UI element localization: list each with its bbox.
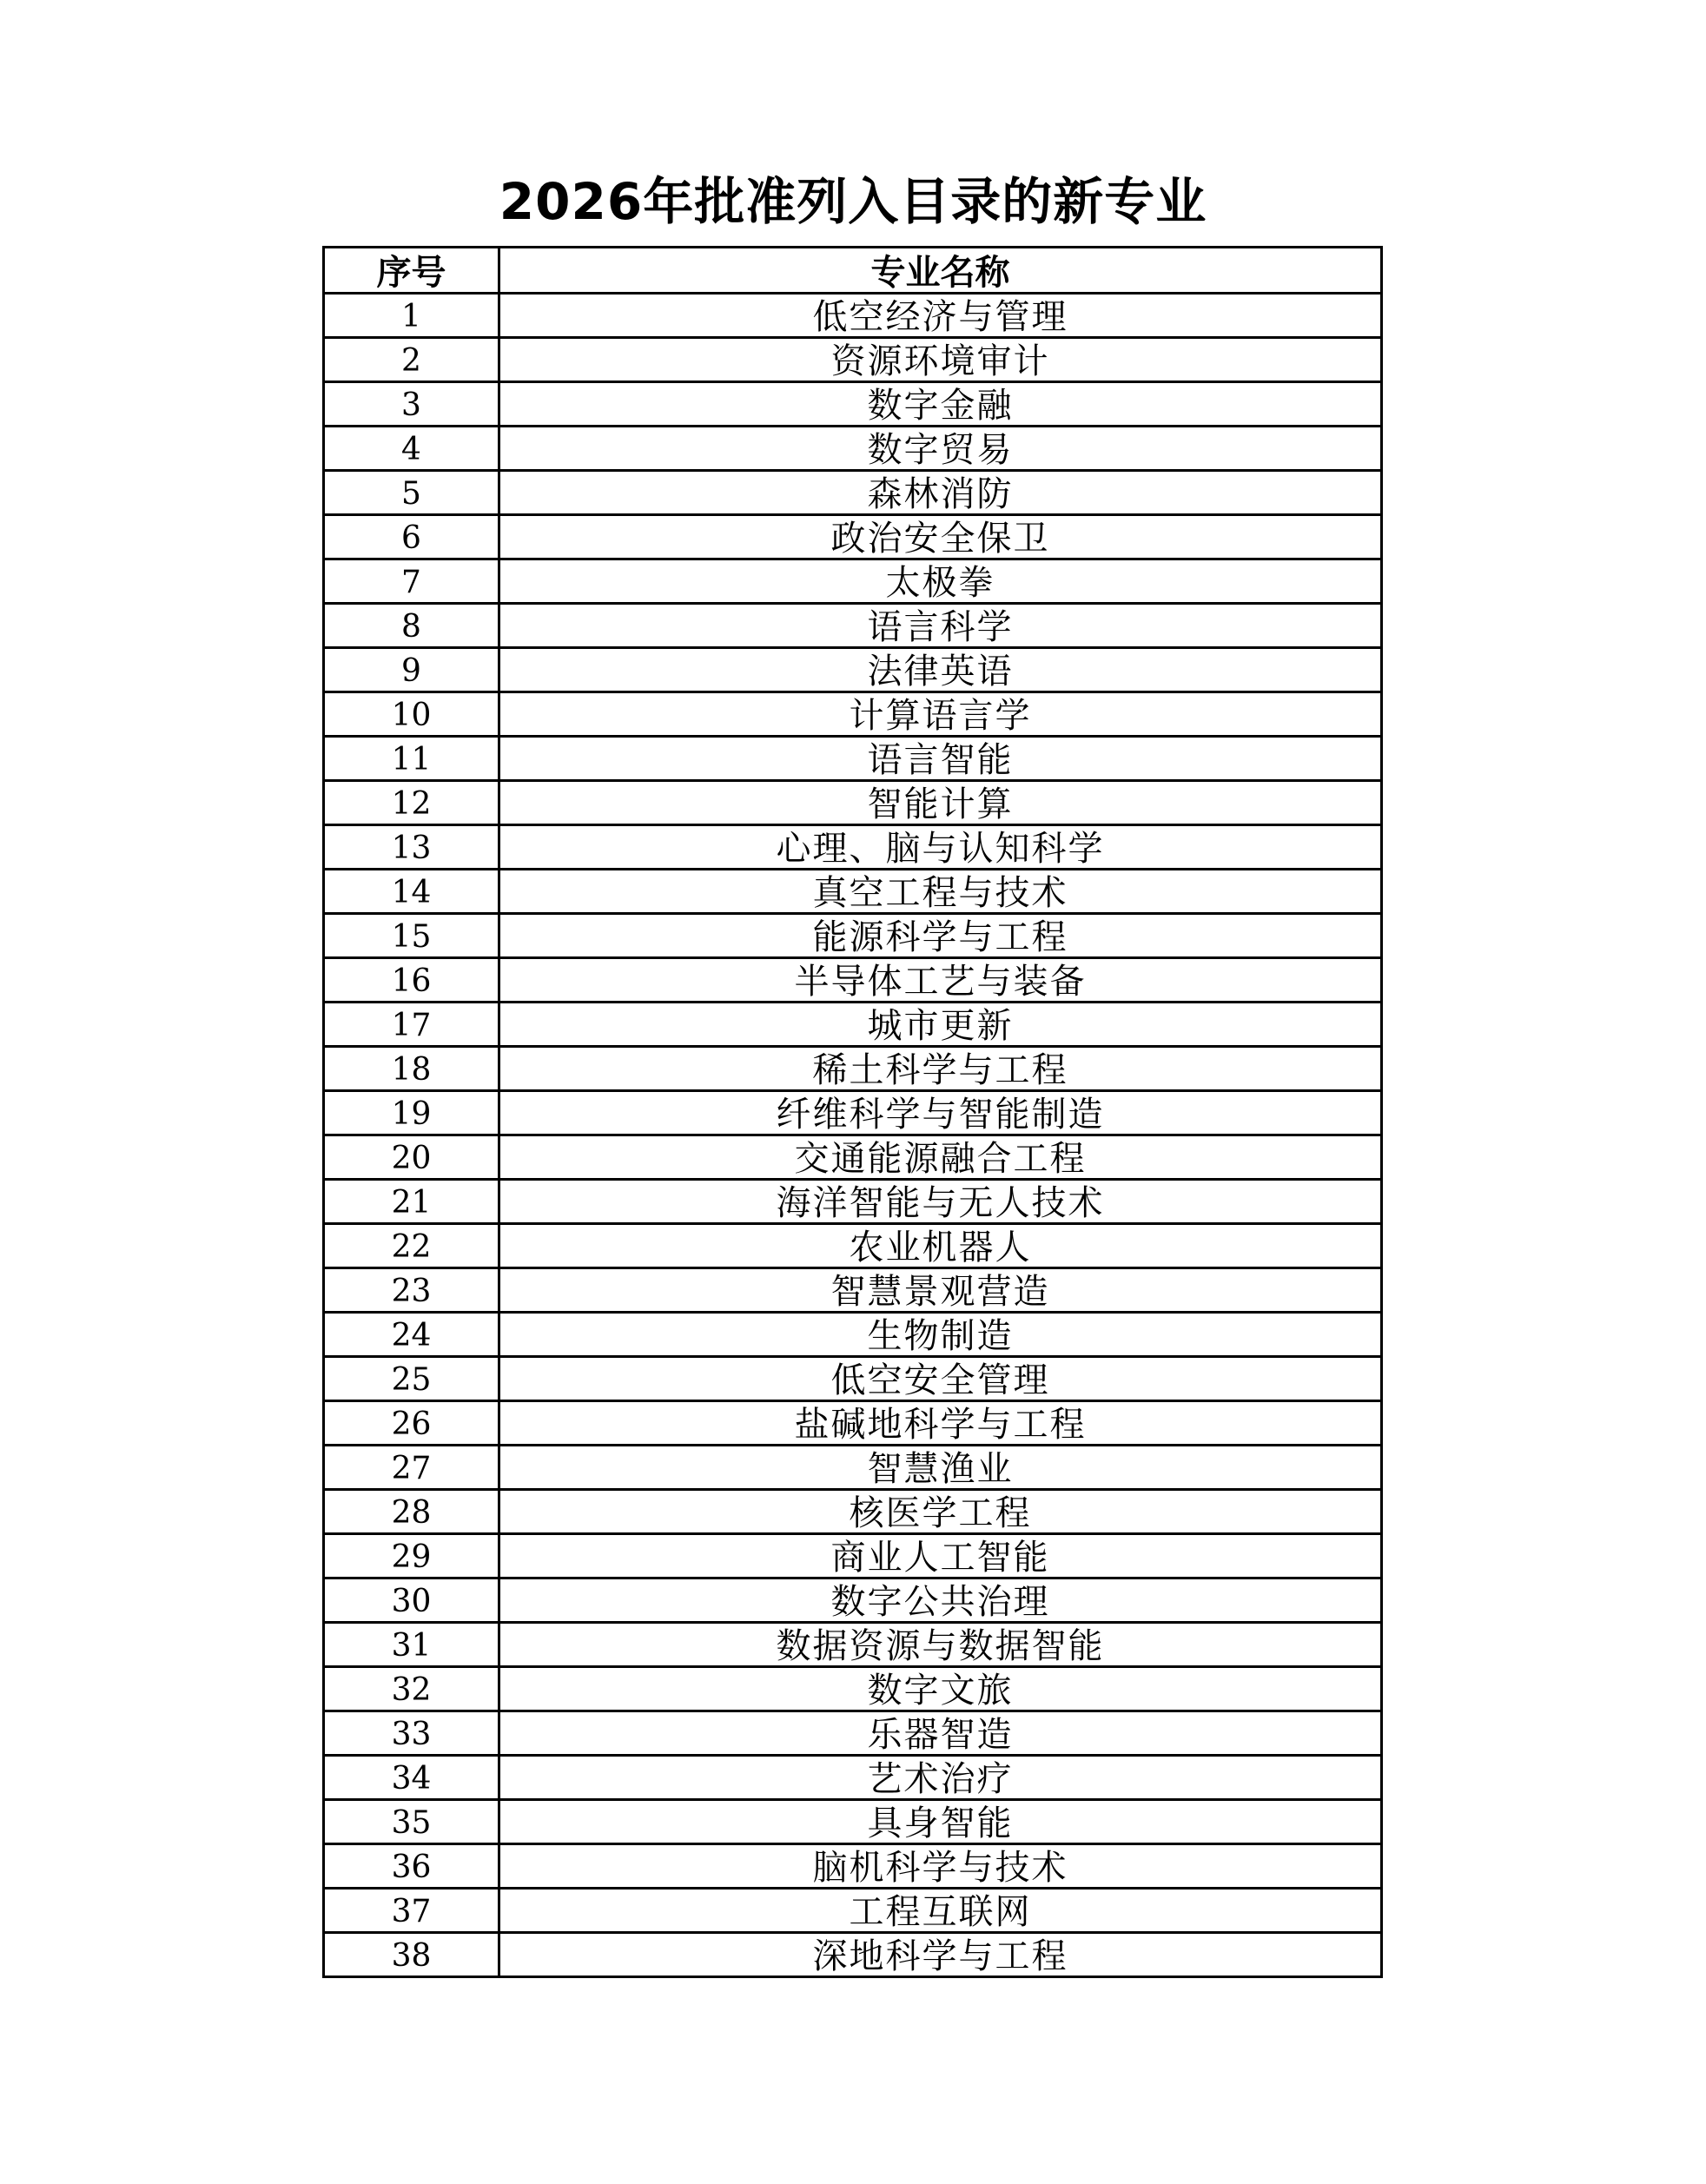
major-name-cell: 数字公共治理 [499,1578,1382,1623]
major-name-cell: 艺术治疗 [499,1756,1382,1800]
table-row [324,1446,1382,1490]
table-row [324,1180,1382,1224]
row-index-cell: 27 [324,1446,499,1490]
major-name-cell: 纤维科学与智能制造 [499,1091,1382,1135]
major-name-cell: 真空工程与技术 [499,870,1382,914]
table-row [324,1578,1382,1623]
major-name-cell: 低空经济与管理 [499,294,1382,338]
row-index-cell: 36 [324,1844,499,1889]
row-index-cell: 20 [324,1135,499,1180]
row-index-cell: 29 [324,1534,499,1578]
table-row [324,648,1382,692]
table-row [324,1889,1382,1933]
major-name-cell: 法律英语 [499,648,1382,692]
table-row [324,1534,1382,1578]
major-name-cell: 语言智能 [499,737,1382,781]
table-row [324,1224,1382,1268]
row-index-cell: 1 [324,294,499,338]
major-name-cell: 盐碱地科学与工程 [499,1401,1382,1446]
major-name-cell: 计算语言学 [499,692,1382,737]
row-index-cell: 6 [324,515,499,559]
major-name-cell: 具身智能 [499,1800,1382,1844]
table-row [324,1800,1382,1844]
major-name-cell: 数据资源与数据智能 [499,1623,1382,1667]
row-index-cell: 12 [324,781,499,825]
table-body [324,294,1382,1977]
table-row [324,604,1382,648]
major-name-cell: 稀土科学与工程 [499,1047,1382,1091]
table-row [324,1268,1382,1313]
table-row [324,471,1382,515]
table-row [324,1357,1382,1401]
table-row [324,1844,1382,1889]
row-index-cell: 25 [324,1357,499,1401]
row-index-cell: 18 [324,1047,499,1091]
row-index-cell: 4 [324,427,499,471]
row-index-cell: 14 [324,870,499,914]
major-name-cell: 资源环境审计 [499,338,1382,382]
major-name-cell: 工程互联网 [499,1889,1382,1933]
table-row [324,1047,1382,1091]
row-index-cell: 16 [324,958,499,1003]
major-name-cell: 乐器智造 [499,1711,1382,1756]
major-name-cell: 低空安全管理 [499,1357,1382,1401]
row-index-cell: 7 [324,559,499,604]
table-row [324,692,1382,737]
row-index-cell: 11 [324,737,499,781]
table-row [324,382,1382,427]
major-name-cell: 能源科学与工程 [499,914,1382,958]
row-index-cell: 33 [324,1711,499,1756]
table-row [324,870,1382,914]
row-index-cell: 13 [324,825,499,870]
table-row [324,559,1382,604]
new-majors-table [322,246,1383,1978]
table-row [324,737,1382,781]
major-name-cell: 海洋智能与无人技术 [499,1180,1382,1224]
row-index-cell: 22 [324,1224,499,1268]
table-row [324,1756,1382,1800]
row-index-cell: 28 [324,1490,499,1534]
major-name-cell: 脑机科学与技术 [499,1844,1382,1889]
major-name-cell: 智能计算 [499,781,1382,825]
major-name-cell: 农业机器人 [499,1224,1382,1268]
major-name-cell: 语言科学 [499,604,1382,648]
row-index-cell: 19 [324,1091,499,1135]
row-index-cell: 38 [324,1933,499,1977]
major-name-cell: 生物制造 [499,1313,1382,1357]
row-index-cell: 2 [324,338,499,382]
column-header-index: 序号 [324,248,499,294]
major-name-cell: 数字文旅 [499,1667,1382,1711]
table-header-row [324,248,1382,294]
table-row [324,914,1382,958]
table-row [324,427,1382,471]
row-index-cell: 10 [324,692,499,737]
major-name-cell: 核医学工程 [499,1490,1382,1534]
table-row [324,1490,1382,1534]
major-name-cell: 心理、脑与认知科学 [499,825,1382,870]
column-header-name: 专业名称 [499,248,1382,294]
major-name-cell: 智慧渔业 [499,1446,1382,1490]
major-name-cell: 森林消防 [499,471,1382,515]
table-row [324,958,1382,1003]
row-index-cell: 31 [324,1623,499,1667]
row-index-cell: 5 [324,471,499,515]
row-index-cell: 23 [324,1268,499,1313]
major-name-cell: 交通能源融合工程 [499,1135,1382,1180]
table-row [324,781,1382,825]
row-index-cell: 34 [324,1756,499,1800]
row-index-cell: 3 [324,382,499,427]
table-row [324,1933,1382,1977]
row-index-cell: 30 [324,1578,499,1623]
table-row [324,515,1382,559]
row-index-cell: 21 [324,1180,499,1224]
table-row [324,1401,1382,1446]
row-index-cell: 17 [324,1003,499,1047]
row-index-cell: 26 [324,1401,499,1446]
row-index-cell: 24 [324,1313,499,1357]
row-index-cell: 9 [324,648,499,692]
major-name-cell: 政治安全保卫 [499,515,1382,559]
table-row [324,1711,1382,1756]
watermark [747,2128,1008,2163]
row-index-cell: 32 [324,1667,499,1711]
table-row [324,1135,1382,1180]
major-name-cell: 数字金融 [499,382,1382,427]
table-row [324,1667,1382,1711]
major-name-cell: 深地科学与工程 [499,1933,1382,1977]
table-row [324,1313,1382,1357]
major-name-cell: 智慧景观营造 [499,1268,1382,1313]
table-row [324,825,1382,870]
major-name-cell: 城市更新 [499,1003,1382,1047]
row-index-cell: 37 [324,1889,499,1933]
table-row [324,338,1382,382]
major-name-cell: 半导体工艺与装备 [499,958,1382,1003]
major-name-cell: 数字贸易 [499,427,1382,471]
page-title: 2026年批准列入目录的新专业 [499,172,1207,231]
table-row [324,1623,1382,1667]
table-row [324,1003,1382,1047]
row-index-cell: 8 [324,604,499,648]
row-index-cell: 35 [324,1800,499,1844]
table-row [324,294,1382,338]
row-index-cell: 15 [324,914,499,958]
table-row [324,1091,1382,1135]
major-name-cell: 商业人工智能 [499,1534,1382,1578]
major-name-cell: 太极拳 [499,559,1382,604]
